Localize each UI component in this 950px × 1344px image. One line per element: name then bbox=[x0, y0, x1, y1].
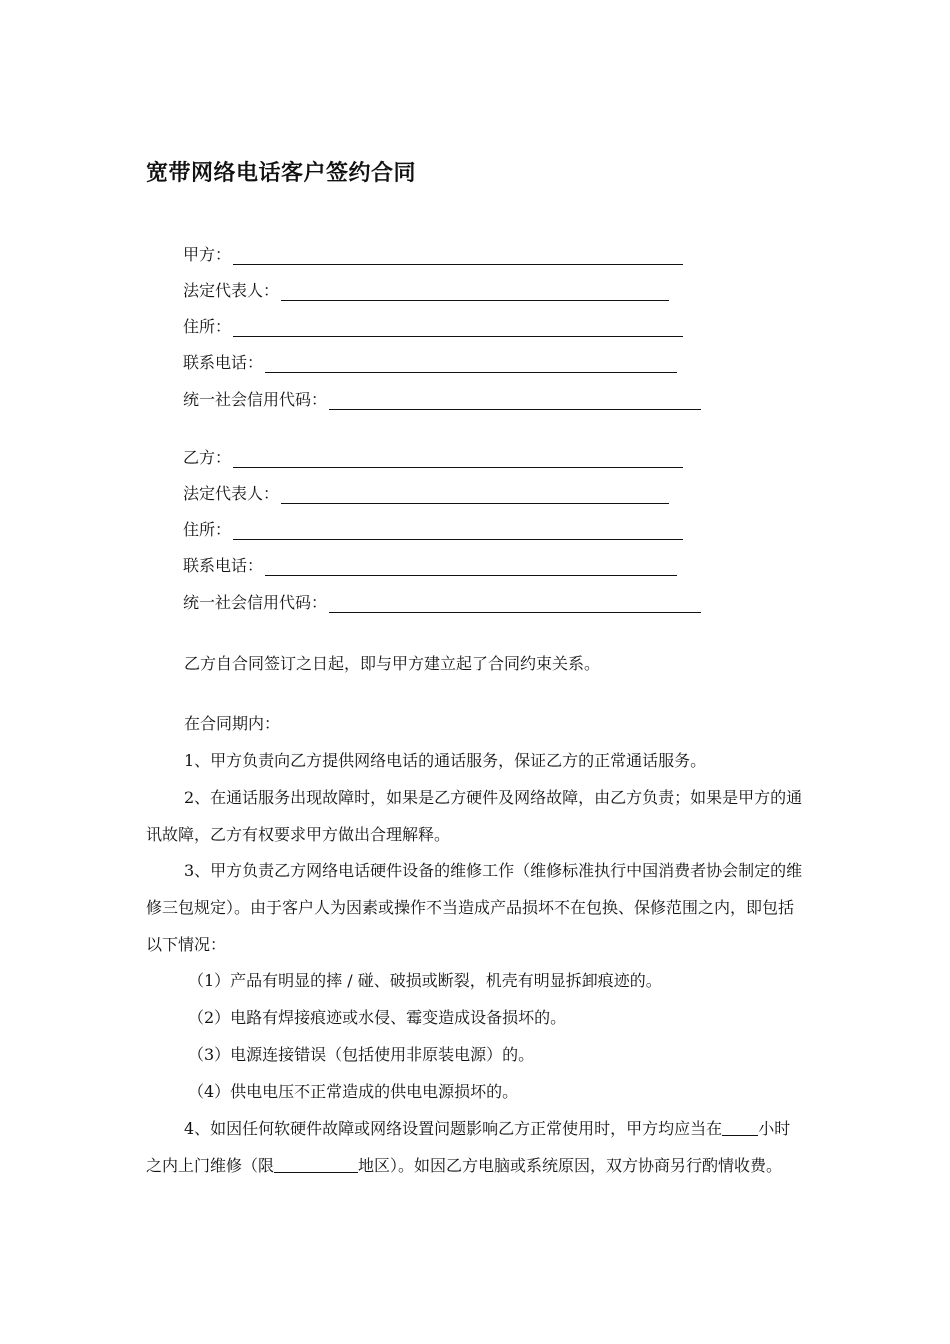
party-b-address-blank bbox=[233, 523, 683, 540]
party-b-legal-rep-label: 法定代表人： bbox=[183, 484, 280, 503]
party-a-credit-code-blank bbox=[329, 393, 701, 410]
party-b-phone-field bbox=[183, 552, 677, 576]
party-a-phone-field bbox=[183, 349, 677, 373]
clause-4 bbox=[146, 1110, 806, 1184]
clause-4-part-3: 地区）。如因乙方电脑或系统原因，双方协商另行酌情收费。 bbox=[358, 1156, 783, 1175]
clause-1: 1、甲方负责向乙方提供网络电话的通话服务，保证乙方的正常通话服务。 bbox=[184, 751, 707, 770]
party-b-field bbox=[183, 444, 683, 468]
party-b-credit-code-blank bbox=[329, 596, 701, 613]
party-a-phone-label: 联系电话： bbox=[183, 353, 264, 372]
clause-3: 3、甲方负责乙方网络电话硬件设备的维修工作（维修标准执行中国消费者协会制定的维修三包规定）。由于客户人为因素或操作不当造成产品损坏不在包换、保修范围之内，即包括以下情况： bbox=[146, 861, 803, 954]
party-b-legal-rep-field bbox=[183, 480, 669, 504]
party-b-phone-blank bbox=[265, 559, 677, 576]
party-b-credit-code-field bbox=[183, 589, 701, 613]
party-b-credit-code-label: 统一社会信用代码： bbox=[183, 593, 328, 612]
party-a-legal-rep-field bbox=[183, 277, 669, 301]
party-a-credit-code-label: 统一社会信用代码： bbox=[183, 390, 328, 409]
exclusion-item-1: （1）产品有明显的摔 / 碰、破损或断裂，机壳有明显拆卸痕迹的。 bbox=[188, 971, 662, 990]
party-a-label: 甲方： bbox=[183, 245, 232, 264]
party-b-phone-label: 联系电话： bbox=[183, 556, 264, 575]
party-a-phone-blank bbox=[265, 356, 677, 373]
clause-4-part-1: 4、如因任何软硬件故障或网络设置问题影响乙方正常使用时，甲方均应当在 bbox=[184, 1119, 723, 1138]
region-blank bbox=[274, 1156, 358, 1173]
intro-paragraph: 乙方自合同签订之日起，即与甲方建立起了合同约束关系。 bbox=[184, 654, 601, 673]
clause-4-part-2: 小时之内上门维修（限 bbox=[146, 1119, 791, 1175]
party-b-address-label: 住所： bbox=[183, 520, 232, 539]
document-title: 宽带网络电话客户签约合同 bbox=[146, 161, 417, 186]
hours-blank bbox=[722, 1119, 758, 1136]
party-a-credit-code-field bbox=[183, 386, 701, 410]
party-a-field bbox=[183, 241, 683, 265]
party-a-blank bbox=[233, 248, 683, 265]
clause-2: 2、在通话服务出现故障时，如果是乙方硬件及网络故障，由乙方负责；如果是甲方的通讯故障，乙方有权要求甲方做出合理解释。 bbox=[146, 788, 803, 844]
exclusion-item-4: （4）供电电压不正常造成的供电电源损坏的。 bbox=[188, 1082, 519, 1101]
party-b-blank bbox=[233, 451, 683, 468]
party-a-legal-rep-blank bbox=[281, 284, 669, 301]
party-b-label: 乙方： bbox=[183, 448, 232, 467]
exclusion-item-3: （3）电源连接错误（包括使用非原装电源）的。 bbox=[188, 1045, 535, 1064]
party-a-legal-rep-label: 法定代表人： bbox=[183, 281, 280, 300]
term-heading: 在合同期内： bbox=[184, 714, 281, 733]
party-a-address-label: 住所： bbox=[183, 317, 232, 336]
party-b-address-field bbox=[183, 516, 683, 540]
party-a-address-blank bbox=[233, 320, 683, 337]
party-b-legal-rep-blank bbox=[281, 487, 669, 504]
party-a-address-field bbox=[183, 313, 683, 337]
exclusion-item-2: （2）电路有焊接痕迹或水侵、霉变造成设备损坏的。 bbox=[188, 1008, 567, 1027]
